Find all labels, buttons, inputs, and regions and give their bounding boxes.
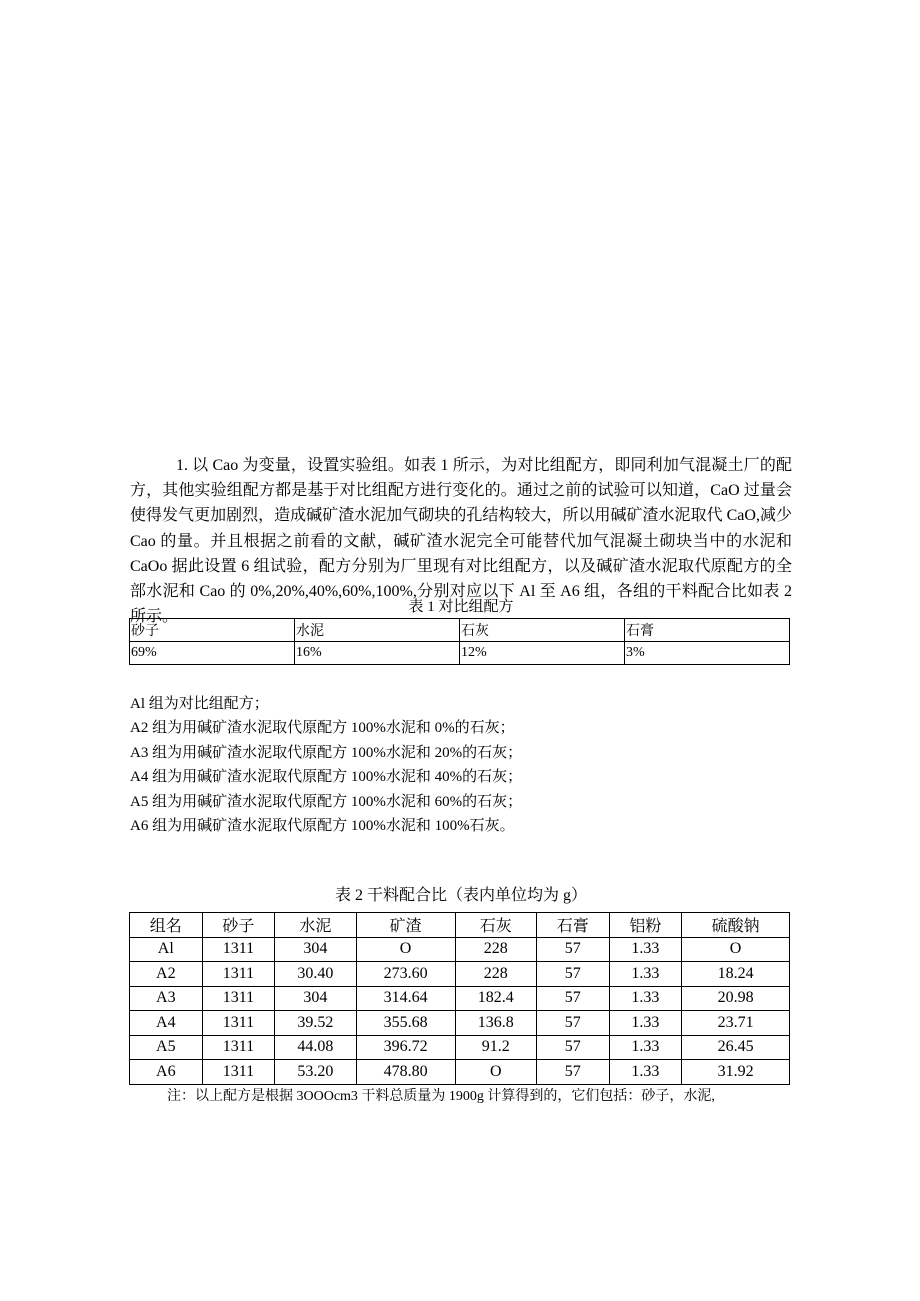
table2-cell: 39.52 — [275, 1011, 356, 1036]
table2-cell: 23.71 — [682, 1011, 790, 1036]
table2-cell: 1.33 — [609, 986, 682, 1011]
group-description-item: A2 组为用碱矿渣水泥取代原配方 100%水泥和 0%的石灰； — [130, 720, 515, 737]
group-description-item: A4 组为用碱矿渣水泥取代原配方 100%水泥和 40%的石灰； — [130, 769, 523, 786]
group-description-list — [130, 692, 792, 838]
table2-cell: 57 — [536, 962, 609, 987]
table1-value-cell: 16% — [295, 642, 460, 665]
footnote: 注：以上配方是根据 3OOOcm3 干料总质量为 1900g 计算得到的，它们包括：砂子，水泥, — [167, 1089, 715, 1104]
table1-header-cell: 石灰 — [460, 619, 625, 642]
table1-value-cell: 69% — [130, 642, 295, 665]
table2-cell: 1.33 — [609, 962, 682, 987]
table2-cell: 304 — [275, 937, 356, 962]
table2-cell: 304 — [275, 986, 356, 1011]
table2-row — [130, 937, 790, 962]
table2-cell: 20.98 — [682, 986, 790, 1011]
table2-cell: 1311 — [202, 1035, 275, 1060]
table2-row — [130, 986, 790, 1011]
table1-value-cell: 3% — [625, 642, 790, 665]
table2-row — [130, 1011, 790, 1036]
table2-cell: 273.60 — [356, 962, 455, 987]
group-description-item: A5 组为用碱矿渣水泥取代原配方 100%水泥和 60%的石灰； — [130, 793, 523, 810]
table2-header-cell: 石灰 — [455, 913, 536, 938]
table2-cell: 1.33 — [609, 1060, 682, 1085]
table2-header-cell: 水泥 — [275, 913, 356, 938]
table2-cell: 30.40 — [275, 962, 356, 987]
table2-row — [130, 962, 790, 987]
table2-cell: 478.80 — [356, 1060, 455, 1085]
table2-header-cell: 硫酸钠 — [682, 913, 790, 938]
table1-header-cell: 石膏 — [625, 619, 790, 642]
table2-cell: 1311 — [202, 1060, 275, 1085]
table2-cell: 1311 — [202, 937, 275, 962]
table1-value-cell: 12% — [460, 642, 625, 665]
table2-cell: A6 — [130, 1060, 203, 1085]
table2-cell: 53.20 — [275, 1060, 356, 1085]
table2-cell: 1311 — [202, 1011, 275, 1036]
paragraph-text: 1. 以 Cao 为变量，设置实验组。如表 1 所示，为对比组配方，即同利加气混凝土厂的配方，其他实验组配方都是基于对比组配方进行变化的。通过之前的试验可以知道，CaO 过量会使得发气更加剧烈，造成碱矿渣水泥加气砌块的孔结构较大，所以用碱矿渣水泥取代 CaO,减少 Cao 的量。并且根据之前看的文献，碱矿渣水泥完全可能替代加气混凝土砌块当中的水泥和 CaOo 据此设置 6 组试验，配方分别为厂里现有对比组配方，以及碱矿渣水泥取代原配方的全部水泥和 Cao 的 0%,20%,40%,60%,100%,分别对应以下 Al 至 A6 组，各组的干料配合比如表 2 所示。 — [130, 457, 792, 626]
table2-header-cell: 铝粉 — [609, 913, 682, 938]
table2-cell: 57 — [536, 1035, 609, 1060]
table2-cell: 44.08 — [275, 1035, 356, 1060]
table2-row — [130, 1060, 790, 1085]
table1-value-row — [130, 642, 790, 665]
table1 — [129, 618, 790, 665]
table2-cell: A4 — [130, 1011, 203, 1036]
table2-cell: O — [356, 937, 455, 962]
table2-cell: 57 — [536, 1011, 609, 1036]
table2-header-cell: 矿渣 — [356, 913, 455, 938]
table2-cell: 1311 — [202, 962, 275, 987]
table2-header-cell: 石膏 — [536, 913, 609, 938]
table2-caption: 表 2 干料配合比（表内单位均为 g） — [334, 887, 587, 904]
table2-cell: 1.33 — [609, 1011, 682, 1036]
table2-cell: Al — [130, 937, 203, 962]
table1-header-cell: 水泥 — [295, 619, 460, 642]
table2-cell: 57 — [536, 1060, 609, 1085]
table2-cell: 57 — [536, 937, 609, 962]
table2-cell: 1.33 — [609, 937, 682, 962]
table2-cell: O — [682, 937, 790, 962]
table2-cell: 182.4 — [455, 986, 536, 1011]
table2-cell: 31.92 — [682, 1060, 790, 1085]
table2 — [129, 912, 790, 1085]
table2-header-row — [130, 913, 790, 938]
table2-cell: 91.2 — [455, 1035, 536, 1060]
table2-cell: 228 — [455, 962, 536, 987]
table2-cell: 136.8 — [455, 1011, 536, 1036]
table2-cell: 1.33 — [609, 1035, 682, 1060]
table2-body — [130, 937, 790, 1084]
table2-cell: A3 — [130, 986, 203, 1011]
table2-header-cell: 组名 — [130, 913, 203, 938]
table2-cell: 396.72 — [356, 1035, 455, 1060]
table1-header-row — [130, 619, 790, 642]
table2-cell: A2 — [130, 962, 203, 987]
table1-caption: 表 1 对比组配方 — [408, 599, 514, 615]
table2-cell: 18.24 — [682, 962, 790, 987]
table2-cell: 26.45 — [682, 1035, 790, 1060]
group-description-item: Al 组为对比组配方； — [130, 696, 269, 712]
group-description-item: A3 组为用碱矿渣水泥取代原配方 100%水泥和 20%的石灰； — [130, 744, 523, 761]
table2-cell: 1311 — [202, 986, 275, 1011]
table2-cell: A5 — [130, 1035, 203, 1060]
table2-row — [130, 1035, 790, 1060]
table2-header-cell: 砂子 — [202, 913, 275, 938]
table1-header-cell: 砂子 — [130, 619, 295, 642]
table2-cell: 57 — [536, 986, 609, 1011]
table2-cell: O — [455, 1060, 536, 1085]
table2-cell: 314.64 — [356, 986, 455, 1011]
table2-cell: 228 — [455, 937, 536, 962]
table2-cell: 355.68 — [356, 1011, 455, 1036]
group-description-item: A6 组为用碱矿渣水泥取代原配方 100%水泥和 100%石灰。 — [130, 817, 515, 834]
